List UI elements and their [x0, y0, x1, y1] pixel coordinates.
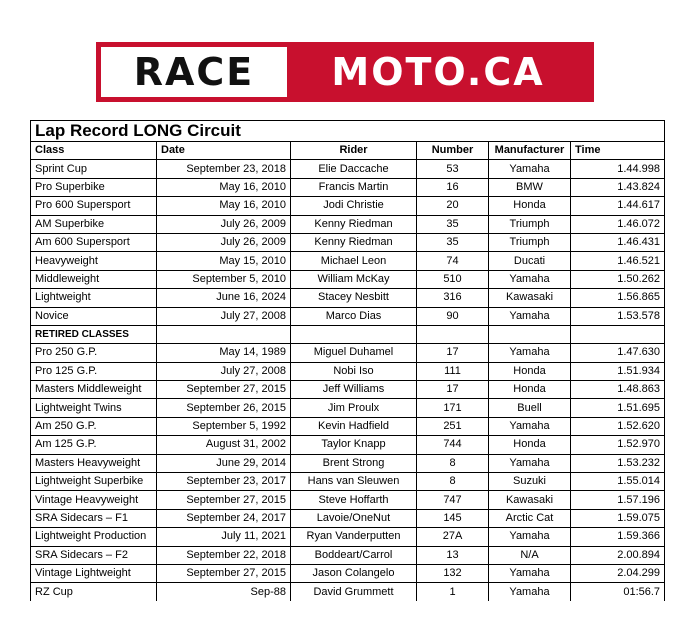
cell-manufacturer: Arctic Cat — [489, 509, 571, 527]
table-row — [31, 307, 665, 325]
cell-number: 111 — [417, 362, 489, 380]
cell-rider: Taylor Knapp — [291, 436, 417, 454]
cell-number: 90 — [417, 307, 489, 325]
cell-rider: Kevin Hadfield — [291, 417, 417, 435]
cell-number: 171 — [417, 399, 489, 417]
cell-number: 16 — [417, 178, 489, 196]
cell-class: Am 600 Supersport — [31, 233, 157, 251]
cell-class: Pro 125 G.P. — [31, 362, 157, 380]
cell-manufacturer: Yamaha — [489, 564, 571, 582]
section-empty-cell — [417, 325, 489, 343]
table-row — [31, 362, 665, 380]
cell-class: Middleweight — [31, 270, 157, 288]
cell-date: September 27, 2015 — [157, 491, 291, 509]
table-header-row — [31, 142, 665, 160]
cell-date: Sep-88 — [157, 583, 291, 601]
cell-number: 747 — [417, 491, 489, 509]
cell-number: 35 — [417, 233, 489, 251]
cell-time: 1.44.617 — [571, 197, 665, 215]
cell-number: 251 — [417, 417, 489, 435]
cell-date: September 27, 2015 — [157, 564, 291, 582]
cell-date: July 26, 2009 — [157, 215, 291, 233]
cell-class: Lightweight Production — [31, 528, 157, 546]
cell-time: 1.57.196 — [571, 491, 665, 509]
cell-manufacturer: Honda — [489, 436, 571, 454]
cell-rider: David Grummett — [291, 583, 417, 601]
section-empty-cell — [157, 325, 291, 343]
cell-class: Pro Superbike — [31, 178, 157, 196]
cell-class: Heavyweight — [31, 252, 157, 270]
cell-class: Sprint Cup — [31, 160, 157, 178]
table-row — [31, 454, 665, 472]
table-title-row — [31, 121, 665, 142]
cell-rider: Lavoie/OneNut — [291, 509, 417, 527]
cell-number: 17 — [417, 344, 489, 362]
cell-time: 1.56.865 — [571, 289, 665, 307]
cell-date: September 23, 2018 — [157, 160, 291, 178]
cell-rider: Miguel Duhamel — [291, 344, 417, 362]
cell-time: 1.44.998 — [571, 160, 665, 178]
table-row — [31, 252, 665, 270]
table-row — [31, 160, 665, 178]
cell-number: 27A — [417, 528, 489, 546]
cell-time: 1.50.262 — [571, 270, 665, 288]
cell-time: 1.43.824 — [571, 178, 665, 196]
cell-manufacturer: Triumph — [489, 215, 571, 233]
cell-rider: Jim Proulx — [291, 399, 417, 417]
cell-number: 35 — [417, 215, 489, 233]
cell-number: 53 — [417, 160, 489, 178]
racemoto-logo — [96, 42, 594, 102]
cell-manufacturer: Kawasaki — [489, 491, 571, 509]
cell-number: 17 — [417, 381, 489, 399]
section-row-retired — [31, 325, 665, 343]
table-row — [31, 509, 665, 527]
table-row — [31, 233, 665, 251]
table-title: Lap Record LONG Circuit — [31, 121, 665, 142]
cell-number: 20 — [417, 197, 489, 215]
cell-manufacturer: Suzuki — [489, 473, 571, 491]
cell-date: May 16, 2010 — [157, 178, 291, 196]
header-rider: Rider — [291, 142, 417, 160]
cell-manufacturer: Yamaha — [489, 528, 571, 546]
cell-date: September 24, 2017 — [157, 509, 291, 527]
cell-rider: Nobi Iso — [291, 362, 417, 380]
cell-manufacturer: Triumph — [489, 233, 571, 251]
cell-date: June 16, 2024 — [157, 289, 291, 307]
table-row — [31, 583, 665, 601]
cell-date: September 23, 2017 — [157, 473, 291, 491]
cell-manufacturer: Honda — [489, 381, 571, 399]
cell-time: 1.55.014 — [571, 473, 665, 491]
cell-date: July 26, 2009 — [157, 233, 291, 251]
cell-manufacturer: Buell — [489, 399, 571, 417]
cell-rider: Elie Daccache — [291, 160, 417, 178]
cell-time: 1.53.578 — [571, 307, 665, 325]
cell-class: Am 250 G.P. — [31, 417, 157, 435]
cell-date: July 11, 2021 — [157, 528, 291, 546]
cell-class: SRA Sidecars – F1 — [31, 509, 157, 527]
cell-time: 1.52.620 — [571, 417, 665, 435]
section-empty-cell — [489, 325, 571, 343]
cell-time: 1.51.695 — [571, 399, 665, 417]
cell-rider: Brent Strong — [291, 454, 417, 472]
cell-rider: Jason Colangelo — [291, 564, 417, 582]
cell-class: RZ Cup — [31, 583, 157, 601]
cell-rider: Hans van Sleuwen — [291, 473, 417, 491]
table-row — [31, 289, 665, 307]
cell-manufacturer: Honda — [489, 197, 571, 215]
cell-date: September 26, 2015 — [157, 399, 291, 417]
cell-manufacturer: BMW — [489, 178, 571, 196]
cell-time: 2.04.299 — [571, 564, 665, 582]
cell-number: 510 — [417, 270, 489, 288]
cell-date: September 27, 2015 — [157, 381, 291, 399]
cell-number: 316 — [417, 289, 489, 307]
cell-number: 8 — [417, 473, 489, 491]
cell-rider: Jodi Christie — [291, 197, 417, 215]
cell-manufacturer: N/A — [489, 546, 571, 564]
cell-rider: Kenny Riedman — [291, 215, 417, 233]
cell-manufacturer: Yamaha — [489, 160, 571, 178]
cell-class: Masters Heavyweight — [31, 454, 157, 472]
section-label-retired-classes: RETIRED CLASSES — [31, 325, 157, 343]
cell-class: Vintage Heavyweight — [31, 491, 157, 509]
cell-time: 1.46.431 — [571, 233, 665, 251]
cell-rider: Jeff Williams — [291, 381, 417, 399]
cell-date: May 15, 2010 — [157, 252, 291, 270]
cell-class: Pro 250 G.P. — [31, 344, 157, 362]
table-row — [31, 197, 665, 215]
table-row — [31, 215, 665, 233]
cell-rider: William McKay — [291, 270, 417, 288]
table-row — [31, 546, 665, 564]
header-number: Number — [417, 142, 489, 160]
header-time: Time — [571, 142, 665, 160]
cell-rider: Stacey Nesbitt — [291, 289, 417, 307]
cell-class: Lightweight — [31, 289, 157, 307]
table-row — [31, 436, 665, 454]
lap-record-table — [30, 120, 665, 601]
cell-manufacturer: Yamaha — [489, 344, 571, 362]
table-row — [31, 564, 665, 582]
cell-date: September 5, 1992 — [157, 417, 291, 435]
cell-manufacturer: Yamaha — [489, 583, 571, 601]
table-row — [31, 399, 665, 417]
cell-date: July 27, 2008 — [157, 362, 291, 380]
cell-number: 1 — [417, 583, 489, 601]
cell-time: 1.47.630 — [571, 344, 665, 362]
cell-date: August 31, 2002 — [157, 436, 291, 454]
header-class: Class — [31, 142, 157, 160]
cell-manufacturer: Yamaha — [489, 270, 571, 288]
cell-time: 2.00.894 — [571, 546, 665, 564]
cell-number: 13 — [417, 546, 489, 564]
cell-number: 145 — [417, 509, 489, 527]
cell-manufacturer: Yamaha — [489, 307, 571, 325]
cell-class: Novice — [31, 307, 157, 325]
cell-time: 1.53.232 — [571, 454, 665, 472]
cell-manufacturer: Yamaha — [489, 454, 571, 472]
cell-class: AM Superbike — [31, 215, 157, 233]
cell-rider: Ryan Vanderputten — [291, 528, 417, 546]
cell-time: 1.52.970 — [571, 436, 665, 454]
logo-moto-text: MOTO.CA — [287, 47, 589, 97]
table-row — [31, 528, 665, 546]
cell-rider: Francis Martin — [291, 178, 417, 196]
header-date: Date — [157, 142, 291, 160]
cell-date: May 14, 1989 — [157, 344, 291, 362]
cell-manufacturer: Kawasaki — [489, 289, 571, 307]
cell-date: September 5, 2010 — [157, 270, 291, 288]
section-empty-cell — [291, 325, 417, 343]
cell-number: 8 — [417, 454, 489, 472]
cell-rider: Steve Hoffarth — [291, 491, 417, 509]
cell-time: 1.51.934 — [571, 362, 665, 380]
cell-date: September 22, 2018 — [157, 546, 291, 564]
cell-class: Pro 600 Supersport — [31, 197, 157, 215]
table-row — [31, 270, 665, 288]
cell-rider: Marco Dias — [291, 307, 417, 325]
cell-class: Am 125 G.P. — [31, 436, 157, 454]
cell-rider: Michael Leon — [291, 252, 417, 270]
cell-class: Lightweight Twins — [31, 399, 157, 417]
table-row — [31, 491, 665, 509]
cell-date: May 16, 2010 — [157, 197, 291, 215]
cell-manufacturer: Honda — [489, 362, 571, 380]
cell-time: 1.46.521 — [571, 252, 665, 270]
table-row — [31, 473, 665, 491]
table-row — [31, 381, 665, 399]
logo-race-text: RACE — [101, 47, 287, 97]
header-manufacturer: Manufacturer — [489, 142, 571, 160]
cell-number: 74 — [417, 252, 489, 270]
cell-date: July 27, 2008 — [157, 307, 291, 325]
table-row — [31, 344, 665, 362]
cell-class: Masters Middleweight — [31, 381, 157, 399]
cell-class: Vintage Lightweight — [31, 564, 157, 582]
cell-class: Lightweight Superbike — [31, 473, 157, 491]
cell-number: 132 — [417, 564, 489, 582]
cell-manufacturer: Yamaha — [489, 417, 571, 435]
section-empty-cell — [571, 325, 665, 343]
cell-time: 1.59.366 — [571, 528, 665, 546]
cell-class: SRA Sidecars – F2 — [31, 546, 157, 564]
table-row — [31, 178, 665, 196]
cell-time: 1.46.072 — [571, 215, 665, 233]
cell-manufacturer: Ducati — [489, 252, 571, 270]
cell-date: June 29, 2014 — [157, 454, 291, 472]
cell-time: 1.48.863 — [571, 381, 665, 399]
cell-time: 1.59.075 — [571, 509, 665, 527]
table-row — [31, 417, 665, 435]
cell-number: 744 — [417, 436, 489, 454]
cell-rider: Boddeart/Carrol — [291, 546, 417, 564]
cell-time: 01:56.7 — [571, 583, 665, 601]
cell-rider: Kenny Riedman — [291, 233, 417, 251]
